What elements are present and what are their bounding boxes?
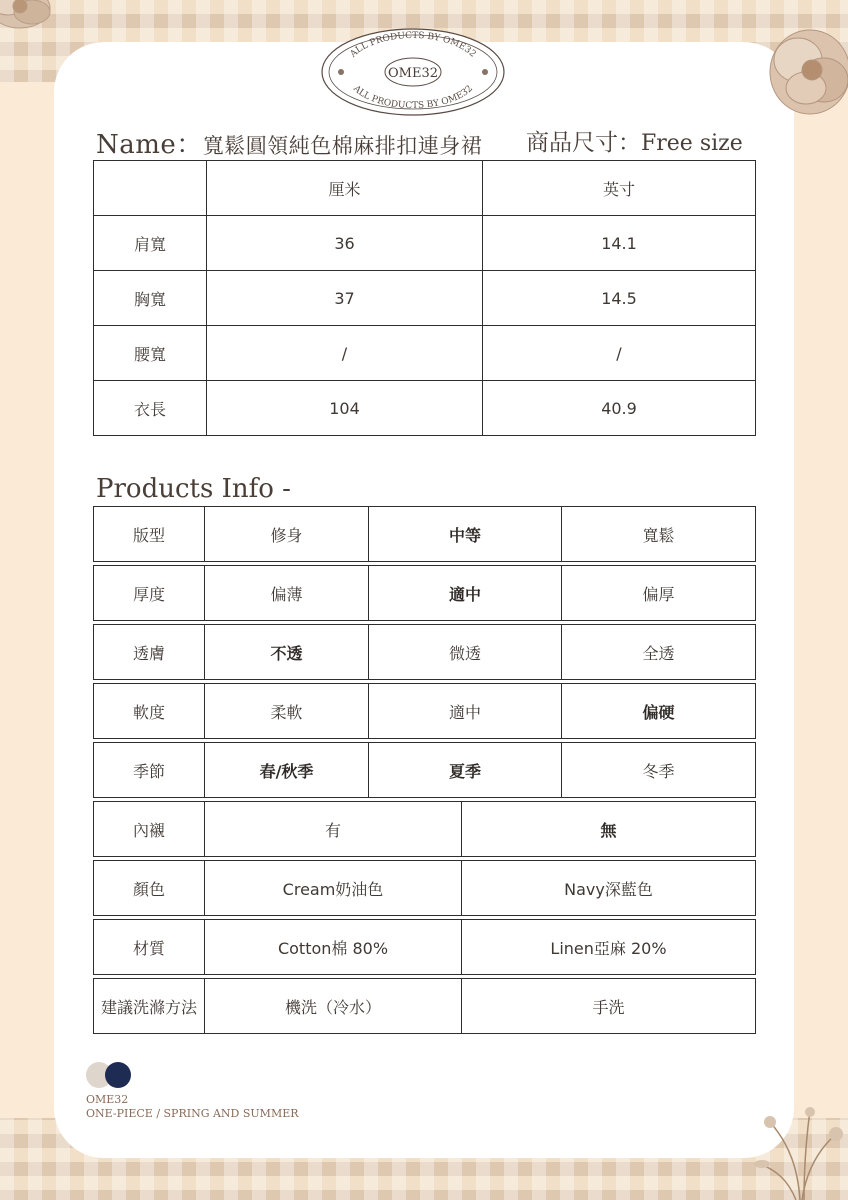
info-label: 版型	[94, 507, 205, 562]
info-option: 適中	[369, 684, 562, 739]
info-option: 全透	[562, 625, 756, 680]
seal-center-text: OME32	[387, 66, 439, 81]
row-label: 衣長	[94, 381, 207, 436]
info-option: 冬季	[562, 743, 756, 798]
inch-value: /	[483, 326, 756, 381]
seal-ring-bottom-text: ALL PRODUCTS BY OME32	[351, 83, 475, 112]
info-option: 不透	[205, 625, 369, 680]
dried-plant-icon	[740, 1100, 848, 1200]
info-option: 偏厚	[562, 566, 756, 621]
info-row-material	[93, 919, 756, 975]
info-label: 材質	[94, 920, 205, 975]
peony-flower-icon	[0, 0, 76, 48]
info-row-color	[93, 860, 756, 916]
cm-value: /	[207, 326, 483, 381]
peony-flower-icon	[760, 14, 848, 124]
info-label: 透膚	[94, 625, 205, 680]
header-cell: 英寸	[483, 161, 756, 216]
info-option: 機洗（冷水）	[205, 979, 462, 1034]
info-option: 有	[205, 802, 462, 857]
row-label: 腰寬	[94, 326, 207, 381]
info-label: 建議洗滌方法	[94, 979, 205, 1034]
info-row-softness	[93, 683, 756, 739]
info-option: 手洗	[462, 979, 756, 1034]
info-label: 軟度	[94, 684, 205, 739]
table-row	[94, 381, 756, 436]
color-swatch-navy	[105, 1062, 131, 1088]
header-cell: 厘米	[207, 161, 483, 216]
info-row-fit	[93, 506, 756, 562]
footer-subtitle: ONE-PIECE / SPRING AND SUMMER	[86, 1107, 299, 1120]
info-option: 春/秋季	[205, 743, 369, 798]
header-cell	[94, 161, 207, 216]
info-option: 偏硬	[562, 684, 756, 739]
size-table	[93, 160, 756, 436]
products-info-heading: Products Info -	[96, 474, 291, 504]
product-size-heading	[526, 124, 743, 157]
cm-value: 104	[207, 381, 483, 436]
product-name: 寬鬆圓領純色棉麻排扣連身裙	[202, 134, 483, 158]
info-label: 季節	[94, 743, 205, 798]
inch-value: 14.5	[483, 271, 756, 326]
info-row-sheerness	[93, 624, 756, 680]
row-label: 肩寬	[94, 216, 207, 271]
size-value: Free size	[641, 131, 743, 156]
info-option: 修身	[205, 507, 369, 562]
info-option: Cotton棉 80%	[205, 920, 462, 975]
info-option: Linen亞麻 20%	[462, 920, 756, 975]
size-label: 商品尺寸：	[526, 130, 641, 156]
product-name-heading	[96, 124, 482, 161]
info-row-washing	[93, 978, 756, 1034]
info-row-thickness	[93, 565, 756, 621]
inch-value: 14.1	[483, 216, 756, 271]
info-option: 無	[462, 802, 756, 857]
info-option: 適中	[369, 566, 562, 621]
info-option: 偏薄	[205, 566, 369, 621]
cm-value: 37	[207, 271, 483, 326]
info-label: 內襯	[94, 802, 205, 857]
row-label: 胸寬	[94, 271, 207, 326]
info-option: 夏季	[369, 743, 562, 798]
footer-brand: OME32	[86, 1093, 129, 1106]
info-option: 中等	[369, 507, 562, 562]
table-row	[94, 216, 756, 271]
table-row	[94, 271, 756, 326]
size-table-header	[94, 161, 756, 216]
inch-value: 40.9	[483, 381, 756, 436]
seal-logo	[319, 20, 507, 116]
info-row-season	[93, 742, 756, 798]
table-row	[94, 326, 756, 381]
seal-ring-top-text: ALL PRODUCTS BY OME32	[348, 30, 478, 60]
info-option: 微透	[369, 625, 562, 680]
info-label: 顏色	[94, 861, 205, 916]
info-label: 厚度	[94, 566, 205, 621]
info-option: 寬鬆	[562, 507, 756, 562]
info-option: Cream奶油色	[205, 861, 462, 916]
info-option: Navy深藍色	[462, 861, 756, 916]
cm-value: 36	[207, 216, 483, 271]
name-label: Name：	[96, 130, 203, 160]
info-row-lining	[93, 801, 756, 857]
info-option: 柔軟	[205, 684, 369, 739]
